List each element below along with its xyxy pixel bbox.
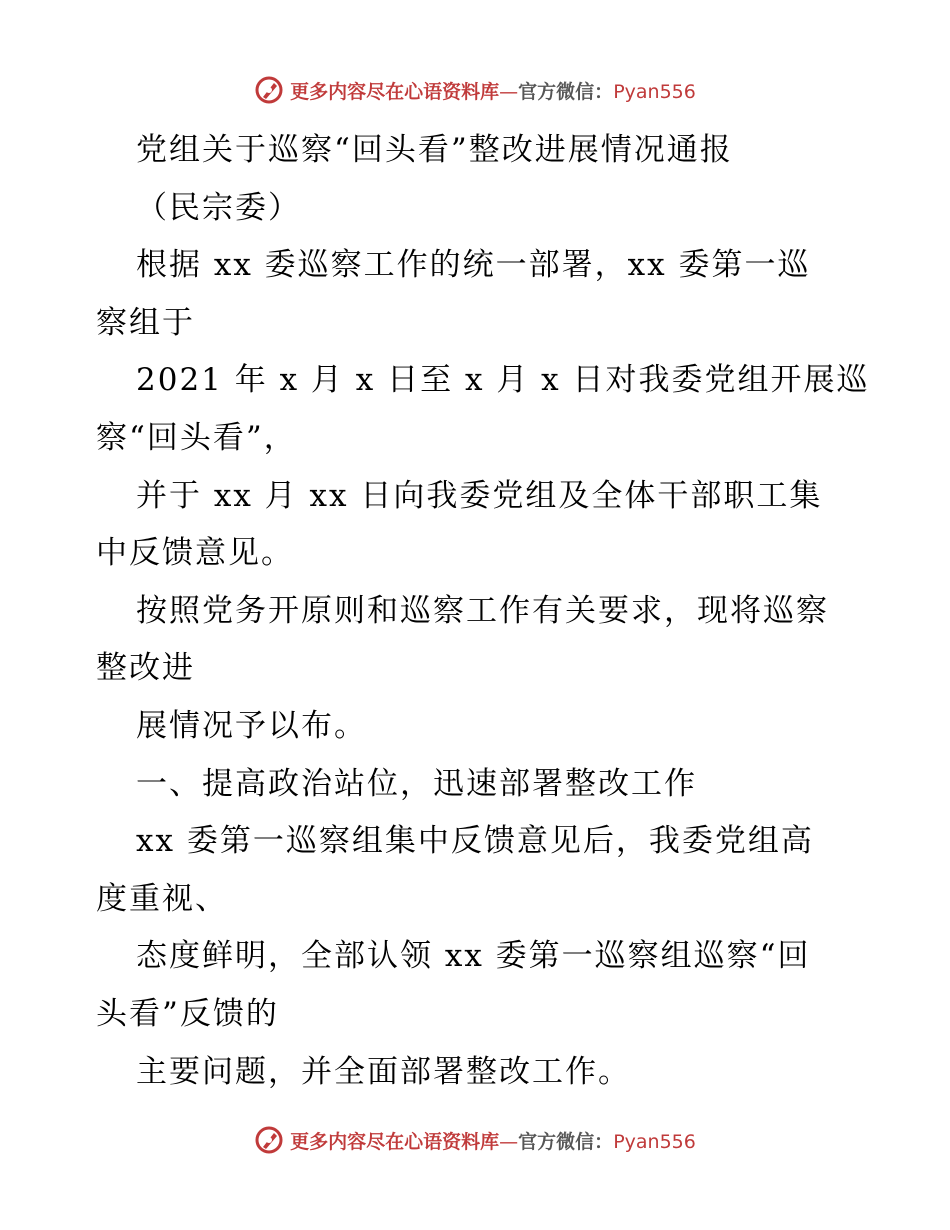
section-heading: 一、提高政治站位，迅速部署整改工作 [136,765,697,802]
banner-wechat-id: Pyan556 [613,1130,696,1153]
pen-logo-icon [254,1125,284,1155]
banner-main-text: 更多内容尽在心语资料库 [290,1130,500,1153]
text-line: 按照党务开原则和巡察工作有关要求，现将巡察 [136,592,829,629]
document-body [96,122,870,1101]
banner-separator: — [499,1130,519,1153]
banner-main-text: 更多内容尽在心语资料库 [290,80,500,103]
banner-sub-text: 官方微信： [518,80,614,103]
header-watermark-banner [0,70,950,110]
text-line: 并于 xx 月 xx 日向我委党组及全体干部职工集 [136,477,823,514]
text-line: 态度鲜明，全部认领 xx 委第一巡察组巡察“回 [136,938,811,975]
pen-logo-icon [254,75,284,105]
text-line: 察组于 [96,304,195,341]
text-line: 根据 xx 委巡察工作的统一部署，xx 委第一巡 [136,247,811,284]
footer-watermark-banner [0,1120,950,1160]
text-line: 度重视、 [96,880,228,917]
text-line: 察“回头看”， [96,419,297,456]
text-line: 2021 年 x 月 x 日至 x 月 x 日对我委党组开展巡 [136,362,870,399]
banner-sub-text: 官方微信： [518,1130,614,1153]
text-line: 展情况予以布。 [136,707,367,744]
text-line: 主要问题，并全面部署整改工作。 [136,1053,631,1090]
banner-wechat-id: Pyan556 [613,80,696,103]
text-line: xx 委第一巡察组集中反馈意见后，我委党组高 [136,823,814,860]
text-line: 整改进 [96,650,195,687]
banner-separator: — [499,80,519,103]
document-title: 党组关于巡察“回头看”整改进展情况通报 [136,132,733,168]
text-line: 中反馈意见。 [96,535,294,572]
text-line: 头看”反馈的 [96,995,279,1032]
document-subtitle: （民宗委） [136,189,301,226]
